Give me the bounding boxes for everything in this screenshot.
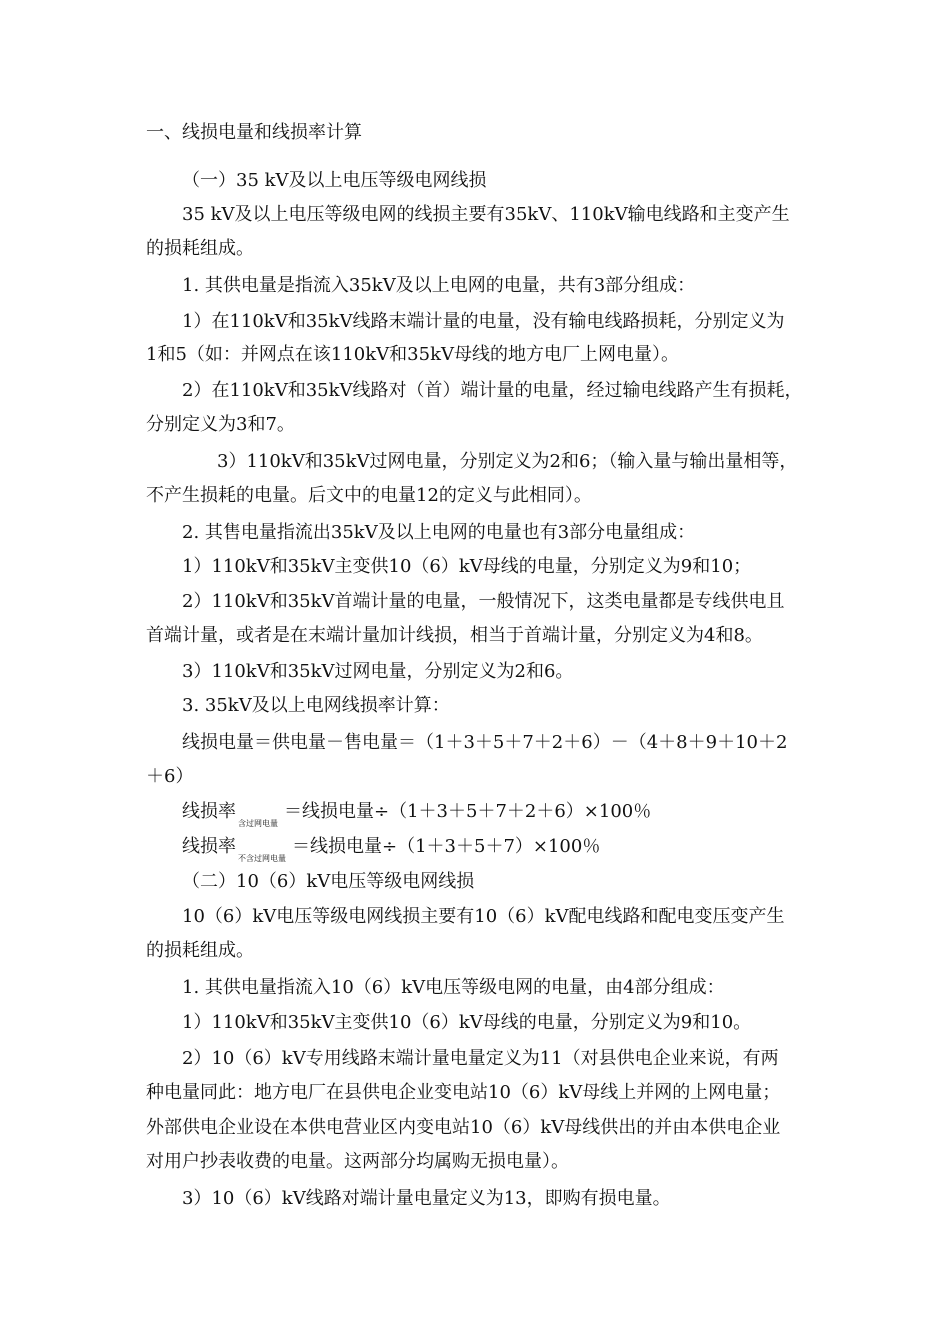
paragraph-line: 外部供电企业设在本供电营业区内变电站10（6）kV母线供出的并由本供电企业 — [146, 1117, 781, 1138]
paragraph-line: 2）10（6）kV专用线路末端计量电量定义为11（对县供电企业来说，有两 — [182, 1048, 779, 1069]
paragraph-line: 3）110kV和35kV过网电量，分别定义为2和6。 — [182, 661, 574, 682]
paragraph-line: 1和5（如：并网点在该110kV和35kV母线的地方电厂上网电量）。 — [146, 344, 679, 365]
paragraph-line: 首端计量，或者是在末端计量加计线损，相当于首端计量，分别定义为4和8。 — [146, 625, 763, 646]
formula-subscript: 不含过网电量 — [238, 854, 286, 863]
paragraph-line: 3）10（6）kV线路对端计量电量定义为13，即购有损电量。 — [182, 1188, 671, 1209]
paragraph-line: 的损耗组成。 — [146, 940, 254, 961]
paragraph-line: 种电量同此：地方电厂在县供电企业变电站10（6）kV母线上并网的上网电量； — [146, 1082, 781, 1103]
paragraph-line: 1）在110kV和35kV线路末端计量的电量，没有输电线路损耗，分别定义为 — [182, 311, 785, 332]
paragraph-line: 2）在110kV和35kV线路对（首）端计量的电量，经过输电线路产生有损耗， — [182, 380, 803, 401]
paragraph-line: 2）110kV和35kV首端计量的电量，一般情况下，这类电量都是专线供电且 — [182, 591, 785, 612]
paragraph-line: 2. 其售电量指流出35kV及以上电网的电量也有3部分电量组成： — [182, 522, 696, 543]
paragraph-line: 3. 35kV及以上电网线损率计算： — [182, 695, 450, 716]
paragraph-line: 1. 其供电量指流入10（6）kV电压等级电网的电量，由4部分组成： — [182, 977, 725, 998]
paragraph-line: 对用户抄表收费的电量。这两部分均属购无损电量）。 — [146, 1151, 569, 1172]
paragraph-line: 的损耗组成。 — [146, 238, 254, 259]
paragraph-line: 1）110kV和35kV主变供10（6）kV母线的电量，分别定义为9和10； — [182, 556, 752, 577]
formula-label: 线损率 — [182, 836, 236, 857]
paragraph-line: 3）110kV和35kV过网电量，分别定义为2和6；（输入量与输出量相等， — [217, 451, 798, 472]
section-heading: 一、线损电量和线损率计算 — [146, 122, 362, 143]
subsection-title-2: （二）10（6）kV电压等级电网线损 — [182, 871, 475, 892]
subsection-title-1: （一）35 kV及以上电压等级电网线损 — [182, 170, 487, 191]
formula-line: ＋6） — [146, 766, 194, 787]
formula-label: 线损率 — [182, 801, 236, 822]
formula-expression: ＝线损电量÷（1＋3＋5＋7＋2＋6）×100％ — [284, 801, 652, 822]
paragraph-line: 分别定义为3和7。 — [146, 414, 295, 435]
paragraph-line: 1. 其供电量是指流入35kV及以上电网的电量，共有3部分组成： — [182, 275, 696, 296]
paragraph-line: 不产生损耗的电量。后文中的电量12的定义与此相同）。 — [146, 485, 592, 506]
formula-subscript: 含过网电量 — [238, 819, 278, 828]
paragraph-line: 10（6）kV电压等级电网线损主要有10（6）kV配电线路和配电变压变产生 — [182, 906, 785, 927]
formula-loss-rate-incl — [182, 800, 651, 836]
paragraph-line: 1）110kV和35kV主变供10（6）kV母线的电量，分别定义为9和10。 — [182, 1012, 752, 1033]
formula-line: 线损电量＝供电量－售电量＝（1＋3＋5＋7＋2＋6）－（4＋8＋9＋10＋2 — [182, 732, 788, 753]
formula-loss-rate-excl — [182, 835, 600, 871]
formula-expression: ＝线损电量÷（1＋3＋5＋7）×100％ — [292, 836, 601, 857]
paragraph-line: 35 kV及以上电压等级电网的线损主要有35kV、110kV输电线路和主变产生 — [182, 204, 790, 225]
